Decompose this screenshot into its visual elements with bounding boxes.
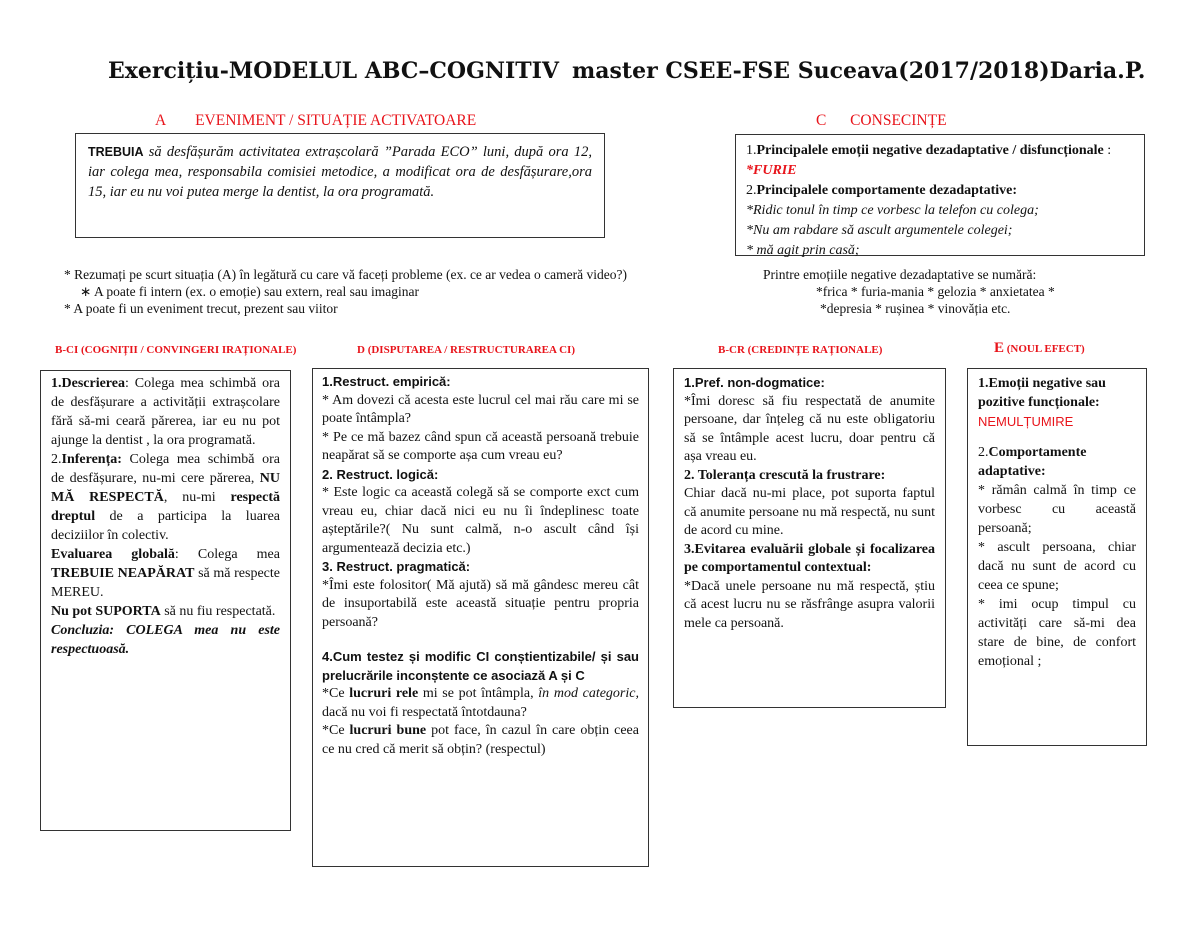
d-text: mi se pot întâmpla,	[418, 686, 539, 701]
e-item: * ascult persoana, chiar dacă nu sunt de acord cu ceea ce spune;	[978, 540, 1136, 593]
d-item: * Am dovezi că acesta este lucrul cel mai rău care mi se poate întâmpla?	[322, 392, 639, 426]
bcr-pref-text: *Îmi doresc să fiu respectată de anumite persoane, dar înțeleg că nu este obligatoriu să se întâmple acest lucru, doar pentru că așa vreau eu.	[684, 393, 935, 464]
bci-eval-label: Evaluarea globală	[51, 547, 175, 562]
activating-event-lead: TREBUIA	[88, 145, 144, 159]
bci-description-label: 1.Descrierea	[51, 376, 125, 391]
behaviours-label: Principalele comportamente dezadaptative:	[756, 183, 1017, 198]
document-title-right: master CSEE-FSE Suceava(2017/2018)Daria.P.	[572, 58, 1146, 84]
bci-eval-text: : Colega mea	[174, 547, 280, 562]
d-good-things	[322, 722, 639, 759]
header-e	[994, 340, 1085, 357]
bci-conclusion: Concluzia: COLEGA mea nu este respectuoasă.	[51, 623, 280, 657]
consequences-emotions	[746, 141, 1134, 181]
e-behaviours-num: 2.	[978, 445, 989, 460]
d-empirical-title: 1.Restruct. empirică:	[322, 374, 451, 389]
d-text: *Ce	[322, 723, 350, 738]
section-a-label: EVENIMENT / SITUAȚIE ACTIVATOARE	[195, 112, 477, 129]
bci-eval-text: să mă respecte MEREU.	[51, 566, 280, 600]
note-left: * A poate fi un eveniment trecut, prezent sau viitor	[64, 301, 338, 316]
header-d: D (DISPUTAREA / RESTRUCTURAREA CI)	[357, 344, 575, 356]
note-right: *depresia * rușinea * vinovăția etc.	[820, 301, 1011, 316]
behaviours-num: 2.	[746, 183, 757, 198]
document-title-left: Exercițiu-MODELUL ABC–COGNITIV	[108, 58, 559, 84]
bcr-pref-title: 1.Pref. non-dogmatice:	[684, 375, 825, 390]
bci-support	[51, 602, 280, 621]
header-e-letter: E	[994, 340, 1005, 356]
bci-global-evaluation	[51, 545, 280, 602]
section-c-header	[816, 112, 947, 130]
d-bold: lucruri bune	[349, 723, 427, 738]
d-text: *Ce	[322, 686, 350, 701]
e-behaviours-label: Comportamente adaptative:	[978, 445, 1087, 479]
bcr-global-text: *Dacă unele persoane nu mă respectă, știu că acest lucru nu se răsfrânge asupra valorii mele ca persoană.	[684, 578, 935, 631]
new-effect-box	[967, 368, 1147, 746]
e-spacer	[978, 431, 1136, 443]
note-left: ∗ A poate fi intern (ex. o emoție) sau extern, real sau imaginar	[80, 284, 419, 299]
activating-event-box	[75, 133, 605, 238]
consequences-box	[735, 134, 1145, 256]
bci-description	[51, 374, 280, 450]
bci-support-text: să nu fiu respectată.	[160, 604, 276, 619]
d-test-title: 4.Cum testez și modific CI conștientizabile/ și sau prelucrările inconștente ce asociază A și C	[322, 649, 639, 683]
behaviour-item: *Ridic tonul în timp ce vorbesc la telefon cu colega;	[746, 203, 1039, 218]
header-e-label: (NOUL EFECT)	[1004, 343, 1085, 355]
bci-inference-bold: respectă dreptul	[51, 490, 280, 524]
emotions-value: *FURIE	[746, 163, 797, 178]
irrational-beliefs-box	[40, 370, 291, 831]
emotions-num: 1.	[746, 143, 757, 158]
bci-inference-num: 2.	[51, 452, 62, 467]
d-text: pot face, în cazul în care obțin ceea ce nu cred că merit să obțin? (respectul)	[322, 723, 639, 757]
activating-event-text	[88, 142, 592, 202]
bci-inference-text: Colega mea schimbă ora de desfășurare, nu-mi cere părerea,	[51, 452, 280, 486]
e-emotions-title: 1.Emoții negative sau pozitive funcționale:	[978, 376, 1106, 410]
header-bci: B-CI (COGNIȚII / CONVINGERI IRAȚIONALE)	[55, 344, 297, 356]
bci-inference-label: Inferența:	[61, 452, 122, 467]
d-pragmatic-title: 3. Restruct. pragmatică:	[322, 559, 471, 574]
consequences-behaviours	[746, 181, 1134, 201]
d-text: dacă nu voi fi respectată întotdauna?	[322, 704, 527, 720]
note-left: * Rezumați pe scurt situația (A) în legătură cu care vă faceți probleme (ex. ce ar vedea o cameră video?)	[64, 267, 627, 282]
bcr-tolerance-text: Chiar dacă nu-mi place, pot suporta faptul că anumite persoane nu mă respectă, nu sunt de acord cu mine.	[684, 486, 935, 538]
header-bcr: B-CR (CREDINȚE RAȚIONALE)	[718, 344, 883, 356]
d-item: *Îmi este folositor( Mă ajută) să mă gândesc mereu cât de insuportabilă este această situație pentru propria persoană?	[322, 577, 639, 630]
rational-beliefs-box	[673, 368, 946, 708]
bci-inference-bold: NU MĂ RESPECTĂ	[51, 471, 280, 505]
e-item: * rămân calmă în timp ce vorbesc cu această persoană;	[978, 483, 1136, 536]
d-italic: în mod categoric,	[538, 686, 639, 701]
e-item: * imi ocup timpul cu activități care să-mi dea stare de bine, de confort emoțional ;	[978, 597, 1136, 669]
d-spacer	[322, 632, 639, 648]
emotions-sep: :	[1103, 143, 1112, 158]
d-item: * Este logic ca această colegă să se comporte exct cum vreau eu, chiar dacă nici eu nu îi îndeplinesc toate așteptările?( Nu sunt calmă, n-o ascult când își argumentează decizia etc.)	[322, 485, 639, 556]
behaviour-item: * mă agit prin casă;	[746, 243, 860, 258]
section-a-letter: A	[155, 112, 166, 129]
section-c-letter: C	[816, 112, 827, 129]
bci-eval-bold: TREBUIE NEAPĂRAT	[51, 566, 195, 581]
bci-inference-text: de a participa la luarea deciziilor în colectiv.	[51, 509, 280, 543]
bci-support-bold: Nu pot SUPORTA	[51, 604, 161, 619]
bcr-tolerance-title: 2. Toleranța crescută la frustrare:	[684, 467, 886, 483]
bcr-global-title: 3.Evitarea evaluării globale și focalizarea pe comportamentul contextual:	[684, 541, 935, 575]
bci-inference-text: , nu-mi	[163, 490, 231, 505]
note-right: Printre emoțiile negative dezadaptative se numără:	[763, 267, 1037, 282]
section-a-header	[155, 112, 476, 130]
bci-description-text: : Colega mea schimbă ora de desfășurare a activității extrașcolare fără să-mi ceară părerea, iar eu nu pot ajunge la dentist , la ora programată.	[51, 376, 280, 448]
d-item: * Pe ce mă bazez când spun că această persoană trebuie neapărat să se comporte așa cum vreau eu?	[322, 429, 639, 463]
emotions-label: Principalele emoții negative dezadaptative / disfuncționale	[756, 143, 1104, 158]
bci-inference	[51, 450, 280, 545]
section-c-label: CONSECINȚE	[850, 112, 947, 129]
note-right: *frica * furia-mania * gelozia * anxietatea *	[816, 284, 1055, 299]
d-logical-title: 2. Restruct. logică:	[322, 466, 439, 482]
d-bold: lucruri rele	[349, 686, 419, 701]
d-bad-things	[322, 685, 639, 722]
behaviour-item: *Nu am rabdare să ascult argumentele colegei;	[746, 223, 1013, 238]
disputation-box	[312, 368, 649, 867]
activating-event-body: să desfășurăm activitatea extrașcolară ”Parada ECO” luni, după ora 12, iar colega mea, responsabila comisiei metodice, a modificat ora de desfășurare,ora 15, iar eu nu voi putea merge la dentist, la ora programată.	[88, 144, 592, 200]
e-behaviours-title	[978, 443, 1136, 481]
e-emotions-value: NEMULȚUMIRE	[978, 414, 1074, 429]
